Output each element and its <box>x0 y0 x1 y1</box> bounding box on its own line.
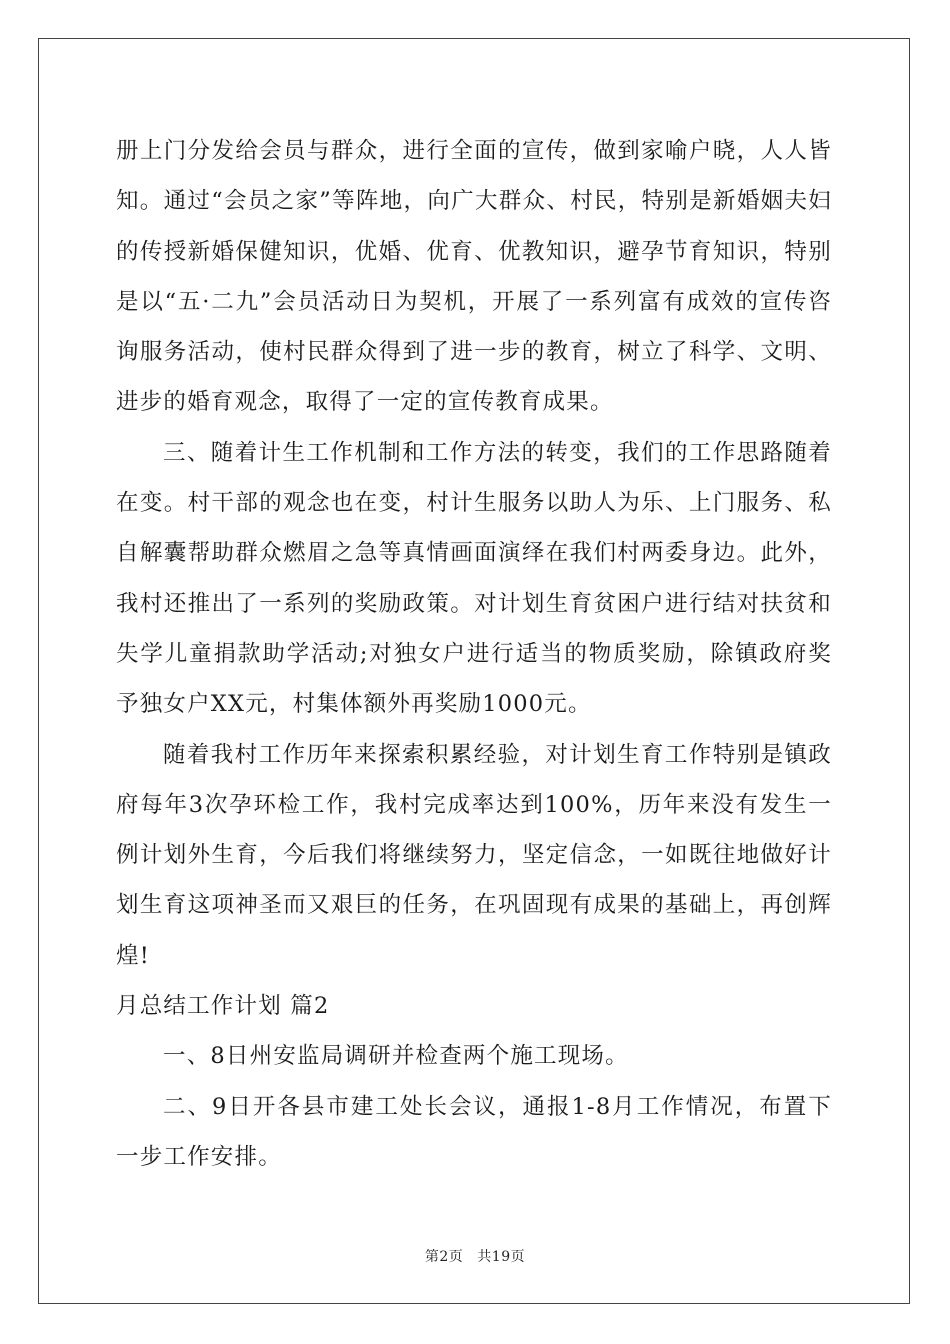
paragraph-continued: 册上门分发给会员与群众，进行全面的宣传，做到家喻户晓，人人皆知。通过“会员之家”等阵地，向广大群众、村民，特别是新婚姻夫妇的传授新婚保健知识，优婚、优育、优教知识，避孕节育知识，特别是以“五·二九”会员活动日为契机，开展了一系列富有成效的宣传咨询服务活动，使村民群众得到了进一步的教育，树立了科学、文明、进步的婚育观念，取得了一定的宣传教育成果。 <box>116 138 832 416</box>
section-item-one: 一、8日州安监局调研并检查两个施工现场。 <box>163 1043 629 1070</box>
page-footer <box>0 1246 950 1266</box>
page-number: 第2页 <box>424 1249 464 1265</box>
paragraph-three: 三、随着计生工作机制和工作方法的转变，我们的工作思路随着在变。村干部的观念也在变，村计生服务以助人为乐、上门服务、私自解囊帮助群众燃眉之急等真情画面演绎在我们村两委身边。此外，我村还推出了一系列的奖励政策。对计划生育贫困户进行结对扶贫和失学儿童捐款助学活动;对独女户进行适当的物质奖励，除镇政府奖予独女户XX元，村集体额外再奖励1000元。 <box>116 439 832 718</box>
section-item-two: 二、9日开各县市建工处长会议，通报1-8月工作情况，布置下一步工作安排。 <box>116 1093 832 1170</box>
section-heading: 月总结工作计划 篇2 <box>116 993 330 1020</box>
page-total: 共19页 <box>477 1249 526 1265</box>
document-body <box>116 126 832 1182</box>
paragraph-summary: 随着我村工作历年来探索积累经验，对计划生育工作特别是镇政府每年3次孕环检工作，我村完成率达到100%，历年来没有发生一例计划外生育，今后我们将继续努力，坚定信念，一如既往地做好计划生育这项神圣而又艰巨的任务，在巩固现有成果的基础上，再创辉煌! <box>116 741 832 969</box>
